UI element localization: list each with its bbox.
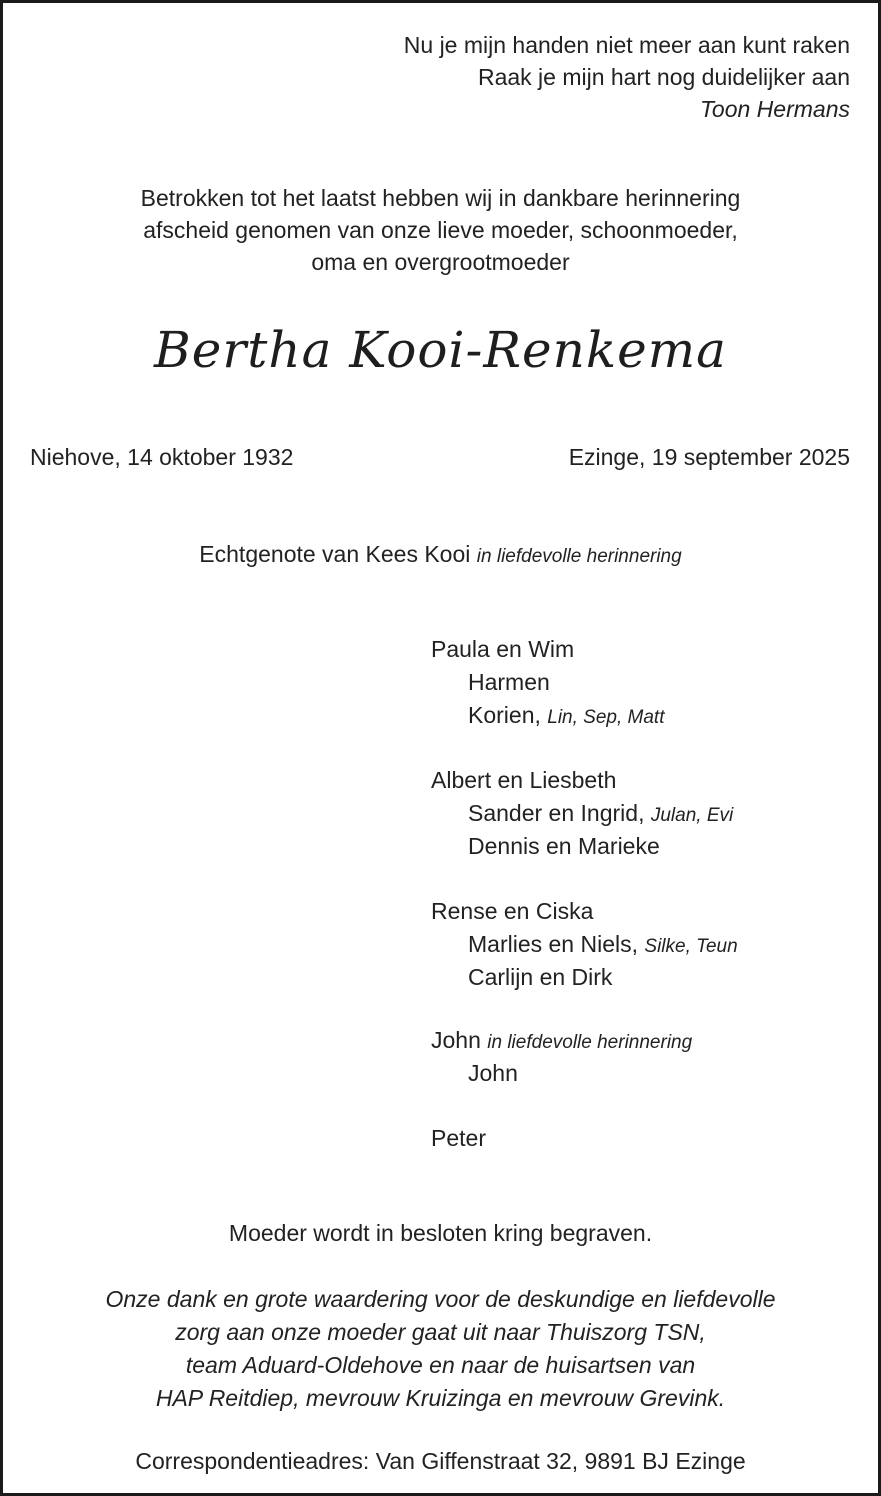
quote-line-2: Raak je mijn hart nog duidelijker aan	[477, 64, 850, 90]
family-grandchildren: Julan, Evi	[650, 805, 734, 826]
family-grandchildren: Silke, Teun	[644, 936, 738, 957]
spouse-line	[3, 538, 878, 573]
family-grandchildren: Lin, Sep, Matt	[547, 707, 665, 728]
family-child: Harmen	[468, 669, 550, 695]
intro-line-1: Betrokken tot het laatst hebben wij in dankbare herinnering	[140, 185, 741, 211]
spouse-text: Echtgenote van Kees Kooi	[199, 541, 471, 567]
family-parents	[431, 1024, 692, 1059]
family-parents: Paula en Wim	[431, 636, 575, 662]
correspondence-address: Correspondentieadres: Van Giffenstraat 32, 9891 BJ Ezinge	[135, 1448, 746, 1474]
intro-line-3: oma en overgrootmoeder	[311, 249, 570, 275]
thanks-line-1: Onze dank en grote waardering voor de deskundige en liefdevolle	[105, 1286, 776, 1312]
family-child: John	[468, 1060, 518, 1086]
thanks-line-3: team Aduard-Oldehove en naar de huisartsen van	[185, 1352, 696, 1378]
family-child-name: Korien,	[468, 702, 541, 728]
family-child	[468, 699, 665, 734]
family-child: Carlijn en Dirk	[468, 964, 613, 990]
family-parents-name: John	[431, 1027, 481, 1053]
quote-author: Toon Hermans	[699, 96, 850, 122]
family-parents-note: in liefdevolle herinnering	[487, 1032, 693, 1053]
family-child	[468, 928, 738, 963]
family-parents: Albert en Liesbeth	[431, 767, 617, 793]
intro-line-2: afscheid genomen van onze lieve moeder, schoonmoeder,	[143, 217, 738, 243]
family-parents: Rense en Ciska	[431, 898, 594, 924]
burial-notice: Moeder wordt in besloten kring begraven.	[228, 1220, 653, 1246]
deceased-name: Bertha Kooi-Renkema	[154, 321, 727, 379]
birth-date: Niehove, 14 oktober 1932	[30, 444, 294, 470]
thanks-line-4: HAP Reitdiep, mevrouw Kruizinga en mevrouw Grevink.	[155, 1385, 726, 1411]
spouse-note: in liefdevolle herinnering	[476, 546, 682, 567]
family-parents: Peter	[431, 1125, 486, 1151]
family-child: Dennis en Marieke	[468, 833, 660, 859]
family-child-name: Marlies en Niels,	[468, 931, 638, 957]
thanks-line-2: zorg aan onze moeder gaat uit naar Thuiszorg TSN,	[175, 1319, 706, 1345]
quote-line-1: Nu je mijn handen niet meer aan kunt raken	[403, 32, 850, 58]
death-date: Ezinge, 19 september 2025	[568, 444, 850, 470]
family-child-name: Sander en Ingrid,	[468, 800, 645, 826]
family-child	[468, 797, 733, 832]
